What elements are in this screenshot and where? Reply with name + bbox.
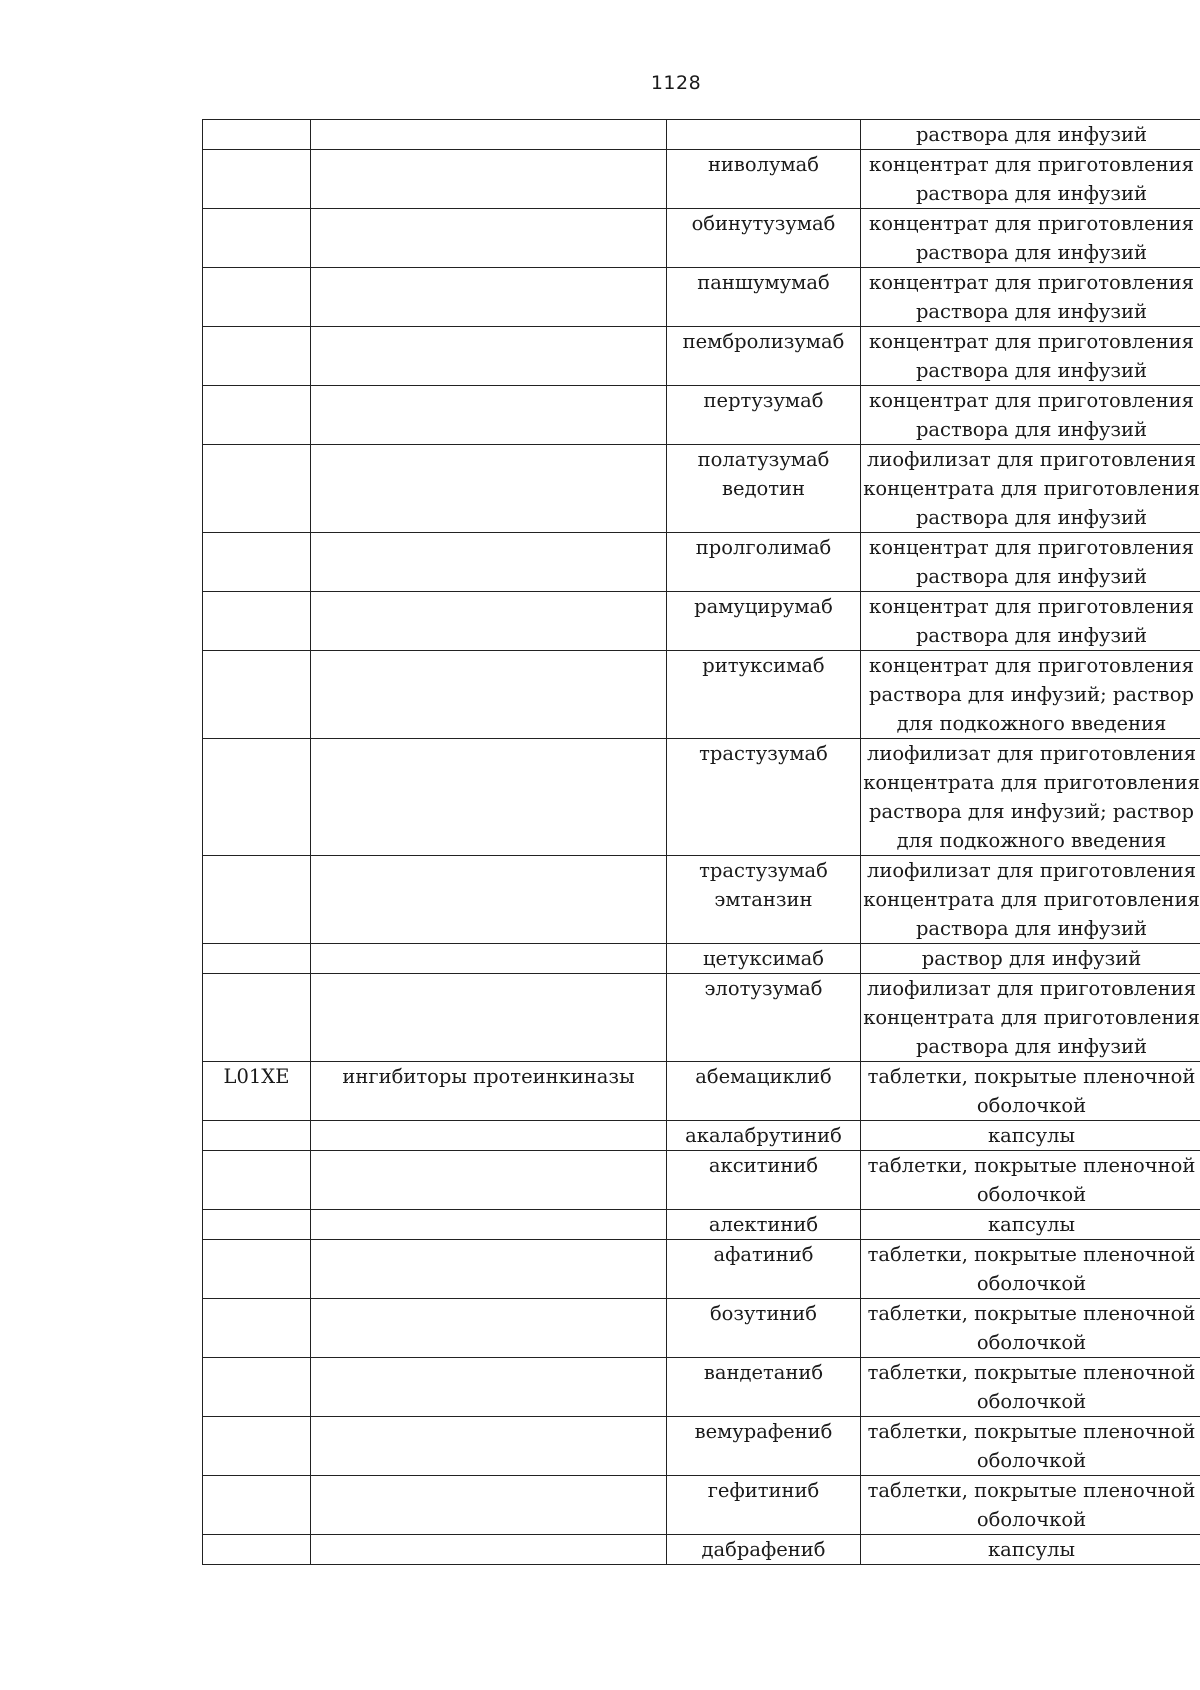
dosage-form-cell: таблетки, покрытые пленочной оболочкой [861,1476,1200,1535]
table-row [203,1358,1200,1417]
table-row [203,1121,1200,1151]
drug-name-cell: полатузумаб ведотин [667,445,861,533]
table-row [203,150,1200,209]
page-number: 1128 [650,72,702,94]
atc-code-cell [203,1299,311,1358]
group-name-cell [311,1240,667,1299]
drug-name-cell: трастузумаб эмтанзин [667,856,861,944]
drug-name-cell: бозутиниб [667,1299,861,1358]
drug-name-cell: пертузумаб [667,386,861,445]
drug-name-cell: гефитиниб [667,1476,861,1535]
drug-name-cell: элотузумаб [667,974,861,1062]
dosage-form-cell: лиофилизат для приготовления концентрата для приготовления раствора для инфузий [861,445,1200,533]
drug-table-body [203,120,1200,1565]
drug-name-cell: паншумумаб [667,268,861,327]
dosage-form-cell: концентрат для приготовления раствора для инфузий [861,268,1200,327]
atc-code-cell [203,150,311,209]
group-name-cell [311,1151,667,1210]
atc-code-cell [203,533,311,592]
group-name-cell [311,1417,667,1476]
atc-code-cell [203,1476,311,1535]
drug-name-cell: вемурафениб [667,1417,861,1476]
atc-code-cell [203,592,311,651]
drug-name-cell: дабрафениб [667,1535,861,1565]
group-name-cell [311,1121,667,1151]
drug-name-cell: акситиниб [667,1151,861,1210]
dosage-form-cell: раствор для инфузий [861,944,1200,974]
table-row [203,1062,1200,1121]
dosage-form-cell: капсулы [861,1210,1200,1240]
dosage-form-cell: лиофилизат для приготовления концентрата для приготовления раствора для инфузий [861,856,1200,944]
table-row [203,1240,1200,1299]
dosage-form-cell: таблетки, покрытые пленочной оболочкой [861,1299,1200,1358]
table-row [203,1151,1200,1210]
dosage-form-cell: концентрат для приготовления раствора для инфузий [861,533,1200,592]
dosage-form-cell: концентрат для приготовления раствора для инфузий [861,386,1200,445]
drug-table [202,119,1200,1565]
dosage-form-cell: капсулы [861,1121,1200,1151]
atc-code-cell [203,974,311,1062]
drug-name-cell [667,120,861,150]
atc-code-cell [203,856,311,944]
group-name-cell [311,268,667,327]
atc-code-cell [203,120,311,150]
drug-name-cell: цетуксимаб [667,944,861,974]
group-name-cell [311,533,667,592]
dosage-form-cell: раствора для инфузий [861,120,1200,150]
table-row [203,1476,1200,1535]
table-row [203,268,1200,327]
group-name-cell [311,974,667,1062]
table-row [203,651,1200,739]
table-row [203,1535,1200,1565]
atc-code-cell [203,1358,311,1417]
dosage-form-cell: таблетки, покрытые пленочной оболочкой [861,1358,1200,1417]
atc-code-cell [203,651,311,739]
dosage-form-cell: таблетки, покрытые пленочной оболочкой [861,1240,1200,1299]
atc-code-cell [203,386,311,445]
table-row [203,386,1200,445]
atc-code-cell: L01XE [203,1062,311,1121]
table-row [203,974,1200,1062]
atc-code-cell [203,209,311,268]
table-row [203,120,1200,150]
group-name-cell [311,856,667,944]
atc-code-cell [203,739,311,856]
group-name-cell [311,944,667,974]
drug-name-cell: ритуксимаб [667,651,861,739]
drug-name-cell: пембролизумаб [667,327,861,386]
dosage-form-cell: концентрат для приготовления раствора для инфузий [861,327,1200,386]
drug-name-cell: афатиниб [667,1240,861,1299]
dosage-form-cell: концентрат для приготовления раствора для инфузий [861,209,1200,268]
group-name-cell: ингибиторы протеинкиназы [311,1062,667,1121]
atc-code-cell [203,1535,311,1565]
table-row [203,856,1200,944]
table-row [203,1210,1200,1240]
dosage-form-cell: капсулы [861,1535,1200,1565]
atc-code-cell [203,445,311,533]
table-row [203,1299,1200,1358]
atc-code-cell [203,1417,311,1476]
atc-code-cell [203,327,311,386]
atc-code-cell [203,1151,311,1210]
table-row [203,944,1200,974]
drug-name-cell: абемациклиб [667,1062,861,1121]
group-name-cell [311,651,667,739]
group-name-cell [311,120,667,150]
drug-name-cell: пролголимаб [667,533,861,592]
atc-code-cell [203,1210,311,1240]
atc-code-cell [203,268,311,327]
group-name-cell [311,445,667,533]
dosage-form-cell: лиофилизат для приготовления концентрата для приготовления раствора для инфузий [861,974,1200,1062]
drug-name-cell: ниволумаб [667,150,861,209]
table-row [203,1417,1200,1476]
dosage-form-cell: таблетки, покрытые пленочной оболочкой [861,1151,1200,1210]
table-row [203,209,1200,268]
table-row [203,739,1200,856]
group-name-cell [311,150,667,209]
dosage-form-cell: концентрат для приготовления раствора для инфузий [861,150,1200,209]
dosage-form-cell: концентрат для приготовления раствора для инфузий; раствор для подкожного введения [861,651,1200,739]
drug-name-cell: акалабрутиниб [667,1121,861,1151]
dosage-form-cell: таблетки, покрытые пленочной оболочкой [861,1062,1200,1121]
group-name-cell [311,739,667,856]
group-name-cell [311,327,667,386]
group-name-cell [311,1210,667,1240]
table-row [203,445,1200,533]
group-name-cell [311,1358,667,1417]
dosage-form-cell: таблетки, покрытые пленочной оболочкой [861,1417,1200,1476]
drug-name-cell: вандетаниб [667,1358,861,1417]
drug-name-cell: трастузумаб [667,739,861,856]
atc-code-cell [203,944,311,974]
table-row [203,533,1200,592]
atc-code-cell [203,1121,311,1151]
atc-code-cell [203,1240,311,1299]
table-row [203,327,1200,386]
drug-name-cell: алектиниб [667,1210,861,1240]
table-row [203,592,1200,651]
group-name-cell [311,1535,667,1565]
dosage-form-cell: концентрат для приготовления раствора для инфузий [861,592,1200,651]
group-name-cell [311,1476,667,1535]
group-name-cell [311,386,667,445]
dosage-form-cell: лиофилизат для приготовления концентрата для приготовления раствора для инфузий; раствор для подкожного введения [861,739,1200,856]
group-name-cell [311,592,667,651]
group-name-cell [311,209,667,268]
drug-name-cell: обинутузумаб [667,209,861,268]
group-name-cell [311,1299,667,1358]
drug-name-cell: рамуцирумаб [667,592,861,651]
